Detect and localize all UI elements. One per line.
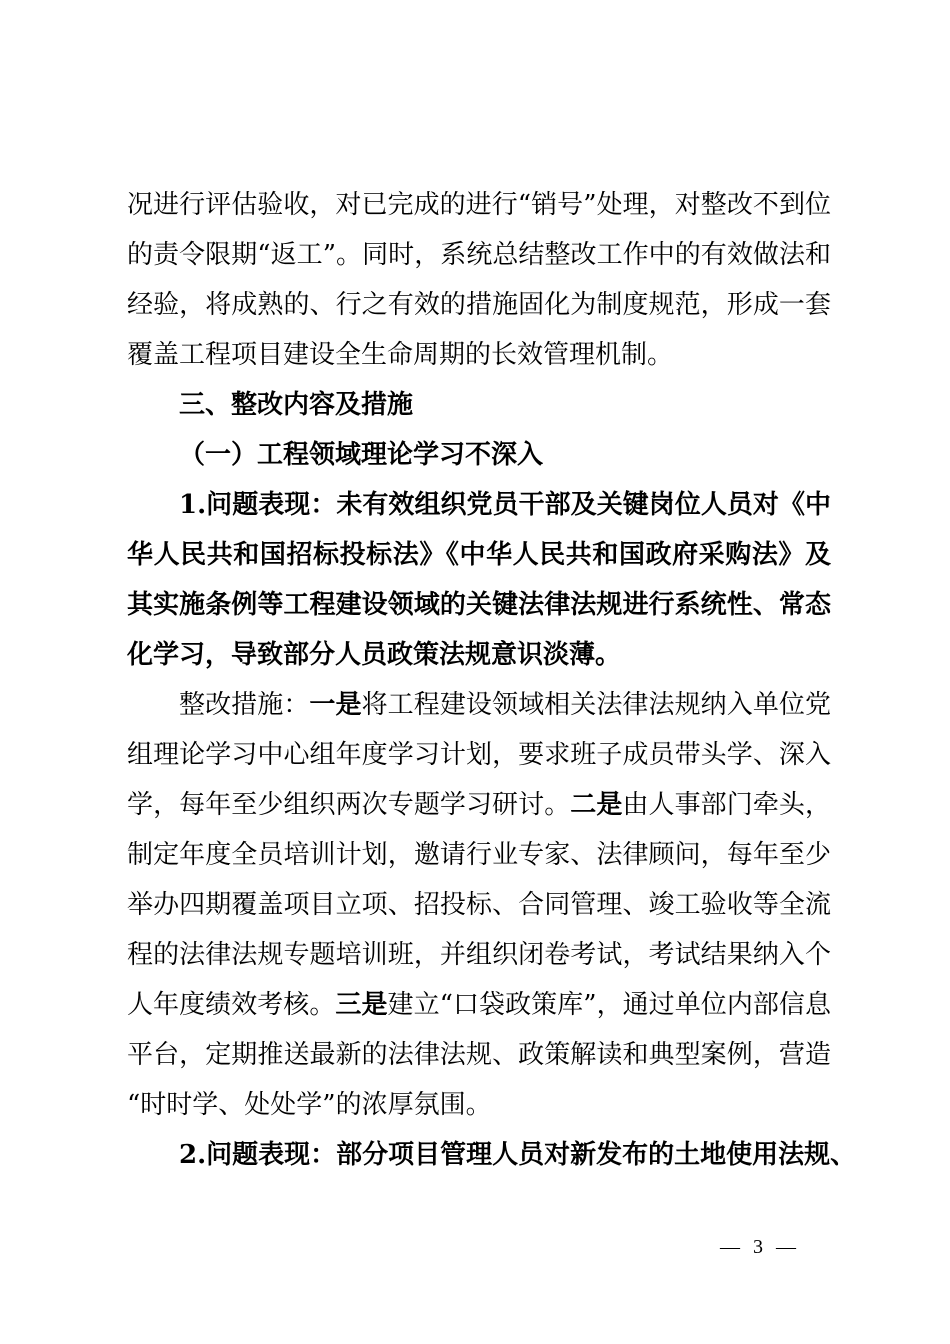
bold-text: 其实施条例等工程建设领域的关键法律法规进行系统性、常态: [127, 590, 831, 620]
body-text: 建立“口袋政策库”，通过单位内部信息: [387, 990, 831, 1020]
page-number: — 3 —: [720, 1236, 800, 1258]
text-line: [127, 1130, 857, 1180]
body-text: 由人事部门牵头，: [622, 790, 831, 820]
body-text: 学，每年至少组织两次专题学习研讨。: [127, 790, 571, 820]
bold-text: 2.问题表现：部分项目管理人员对新发布的土地使用法规、: [179, 1140, 857, 1170]
text-line: [127, 830, 831, 880]
text-line: [127, 680, 831, 730]
body-text: 整改措施：: [179, 690, 310, 720]
text-line: [127, 230, 831, 280]
bold-text: 化学习，导致部分人员政策法规意识淡薄。: [127, 640, 622, 670]
text-line: [127, 530, 831, 580]
bold-text: 华人民共和国招标投标法》《中华人民共和国政府采购法》及: [127, 540, 831, 570]
text-line: [127, 780, 831, 830]
bold-text: 三、整改内容及措施: [179, 390, 414, 420]
bold-text: （一）工程领域理论学习不深入: [179, 440, 544, 470]
text-line: [127, 330, 831, 380]
text-line: [127, 580, 831, 630]
text-line: [127, 880, 831, 930]
text-line: [127, 630, 831, 680]
body-text: 将工程建设领域相关法律法规纳入单位党: [361, 690, 831, 720]
body-text: 覆盖工程项目建设全生命周期的长效管理机制。: [127, 340, 674, 370]
text-line: [127, 730, 831, 780]
bold-text: 三是: [335, 990, 388, 1020]
document-body: [127, 180, 857, 1180]
text-line: [127, 1080, 831, 1130]
body-text: 组理论学习中心组年度学习计划，要求班子成员带头学、深入: [127, 740, 831, 770]
text-line: [127, 430, 831, 480]
body-text: 况进行评估验收，对已完成的进行“销号”处理，对整改不到位: [127, 190, 831, 220]
body-text: 制定年度全员培训计划，邀请行业专家、法律顾问，每年至少: [127, 840, 831, 870]
body-text: 的责令限期“返工”。同时，系统总结整改工作中的有效做法和: [127, 240, 831, 270]
bold-text: 一是: [309, 690, 362, 720]
text-line: [127, 980, 831, 1030]
text-line: [127, 280, 831, 330]
bold-text: 二是: [570, 790, 623, 820]
text-line: [127, 380, 831, 430]
text-line: [127, 180, 831, 230]
bold-text: 1.问题表现：未有效组织党员干部及关键岗位人员对《中: [179, 490, 831, 520]
text-line: [127, 1030, 831, 1080]
body-text: “时时学、处处学”的浓厚氛围。: [127, 1090, 492, 1120]
body-text: 程的法律法规专题培训班，并组织闭卷考试，考试结果纳入个: [127, 940, 831, 970]
body-text: 经验，将成熟的、行之有效的措施固化为制度规范，形成一套: [127, 290, 831, 320]
body-text: 举办四期覆盖项目立项、招投标、合同管理、竣工验收等全流: [127, 890, 831, 920]
text-line: [127, 480, 831, 530]
body-text: 平台，定期推送最新的法律法规、政策解读和典型案例，营造: [127, 1040, 831, 1070]
body-text: 人年度绩效考核。: [127, 990, 336, 1020]
text-line: [127, 930, 831, 980]
